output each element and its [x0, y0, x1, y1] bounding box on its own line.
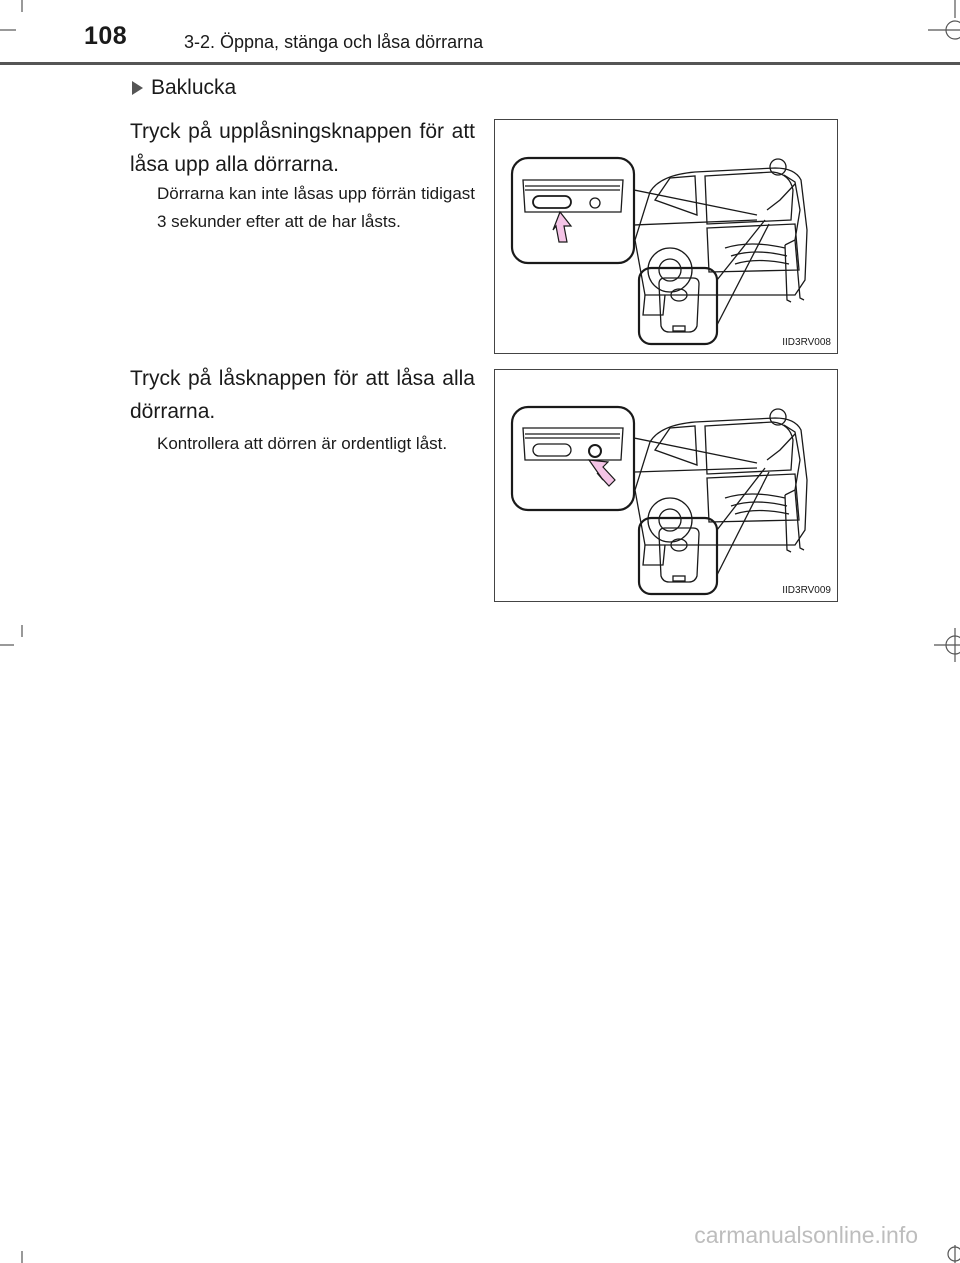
zoom-smart-key — [639, 220, 769, 344]
figure-code: IID3RV008 — [782, 337, 831, 348]
section-heading-label: Baklucka — [151, 76, 237, 99]
zoom-unlock-button — [512, 158, 757, 263]
crop-mark-mid-left — [0, 625, 22, 645]
page-number: 108 — [84, 22, 128, 50]
figure-code: IID3RV009 — [782, 585, 831, 596]
header-rule — [0, 62, 960, 65]
crop-mark-mid-right — [934, 628, 960, 662]
crop-mark-top-right — [928, 0, 960, 39]
step-1-note: Dörrarna kan inte låsas upp förrän tidigast 3 sekunder efter att de har låsts. — [157, 184, 475, 231]
step-1-instruction: Tryck på upplåsningsknappen för att låsa upp alla dörrarna. — [130, 120, 475, 176]
figure-unlock — [494, 119, 838, 354]
person-drawing — [767, 159, 804, 302]
figure-lock-illustration — [495, 370, 837, 601]
car-rear-drawing — [635, 168, 807, 315]
triangle-bullet-icon — [132, 81, 143, 95]
step-2-note: Kontrollera att dörren är ordentligt låst. — [157, 434, 448, 453]
figure-unlock-illustration — [495, 120, 837, 353]
car-rear-drawing — [635, 418, 807, 565]
zoom-lock-button — [512, 407, 757, 510]
zoom-smart-key — [639, 468, 769, 594]
section-title: 3-2. Öppna, stänga och låsa dörrarna — [184, 32, 484, 52]
footer-watermark[interactable]: carmanualsonline.info — [694, 1222, 918, 1248]
figure-lock — [494, 369, 838, 602]
section-heading — [132, 76, 236, 100]
crop-mark-top-left — [0, 0, 22, 30]
person-drawing — [767, 409, 804, 552]
press-arrow-icon — [589, 460, 615, 486]
step-2-instruction: Tryck på låsknappen för att låsa alla dörrarna. — [130, 367, 475, 423]
crop-mark-bottom-right — [948, 1245, 960, 1263]
press-arrow-icon — [553, 212, 571, 242]
